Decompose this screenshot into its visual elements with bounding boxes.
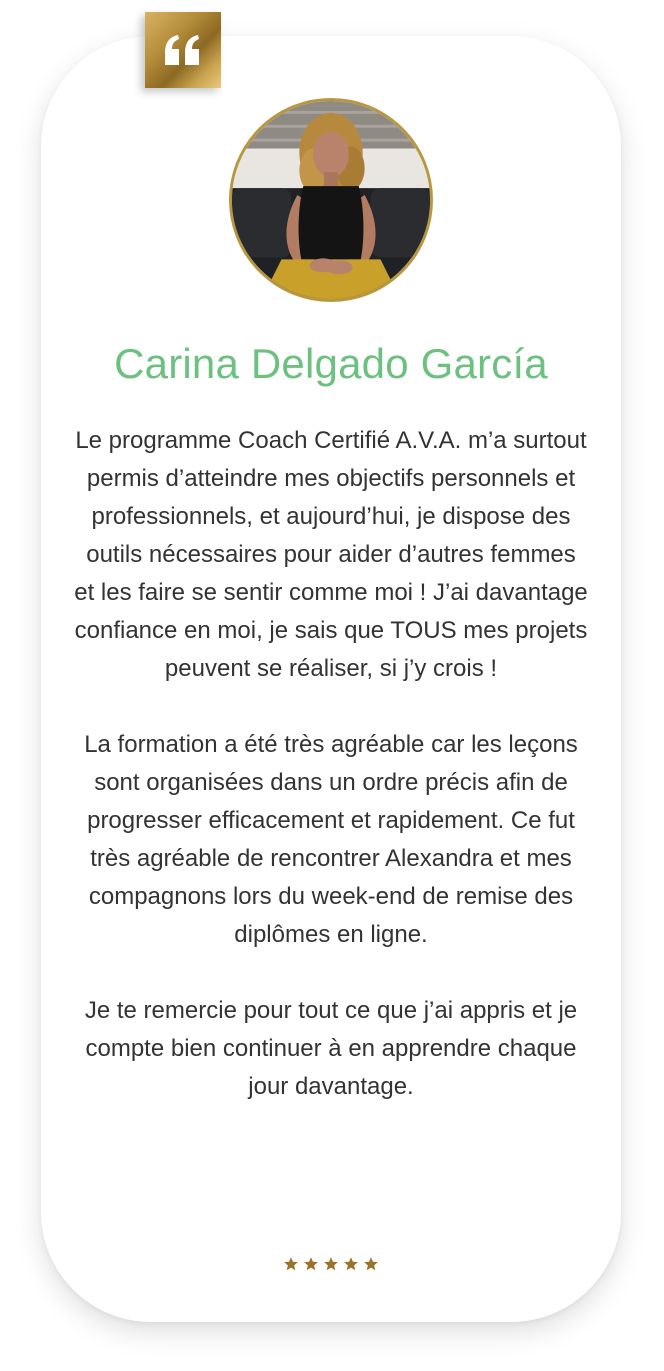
star-icon — [363, 1256, 379, 1272]
quote-badge — [145, 12, 221, 88]
avatar — [229, 98, 433, 302]
testimonial-author-name: Carina Delgado García — [114, 340, 548, 387]
star-rating — [41, 1256, 621, 1272]
testimonial-paragraph: Le programme Coach Certifié A.V.A. m’a surtout permis d’atteindre mes objectifs personnels et professionnels, et aujourd’hui, je dispose des outils nécessaires pour aider d’autres femmes et les faire se sentir comme moi ! J’ai davantage confiance en moi, je sais que TOUS mes projets peuvent se réaliser, si j’y crois ! — [74, 427, 588, 682]
star-icon — [323, 1256, 339, 1272]
testimonial-text — [74, 422, 588, 1106]
testimonial-paragraph: Je te remercie pour tout ce que j’ai appris et je compte bien continuer à en apprendre chaque jour davantage. — [84, 997, 578, 1100]
testimonial-paragraph: La formation a été très agréable car les leçons sont organisées dans un ordre précis afin de progresser efficacement et rapidement. Ce fut très agréable de rencontrer Alexandra et mes compagnons lors du week-end de remise des diplômes en ligne. — [84, 731, 578, 948]
star-icon — [303, 1256, 319, 1272]
star-icon — [343, 1256, 359, 1272]
avatar-portrait — [232, 101, 430, 299]
quote-mark-icon — [163, 33, 203, 67]
star-icon — [283, 1256, 299, 1272]
